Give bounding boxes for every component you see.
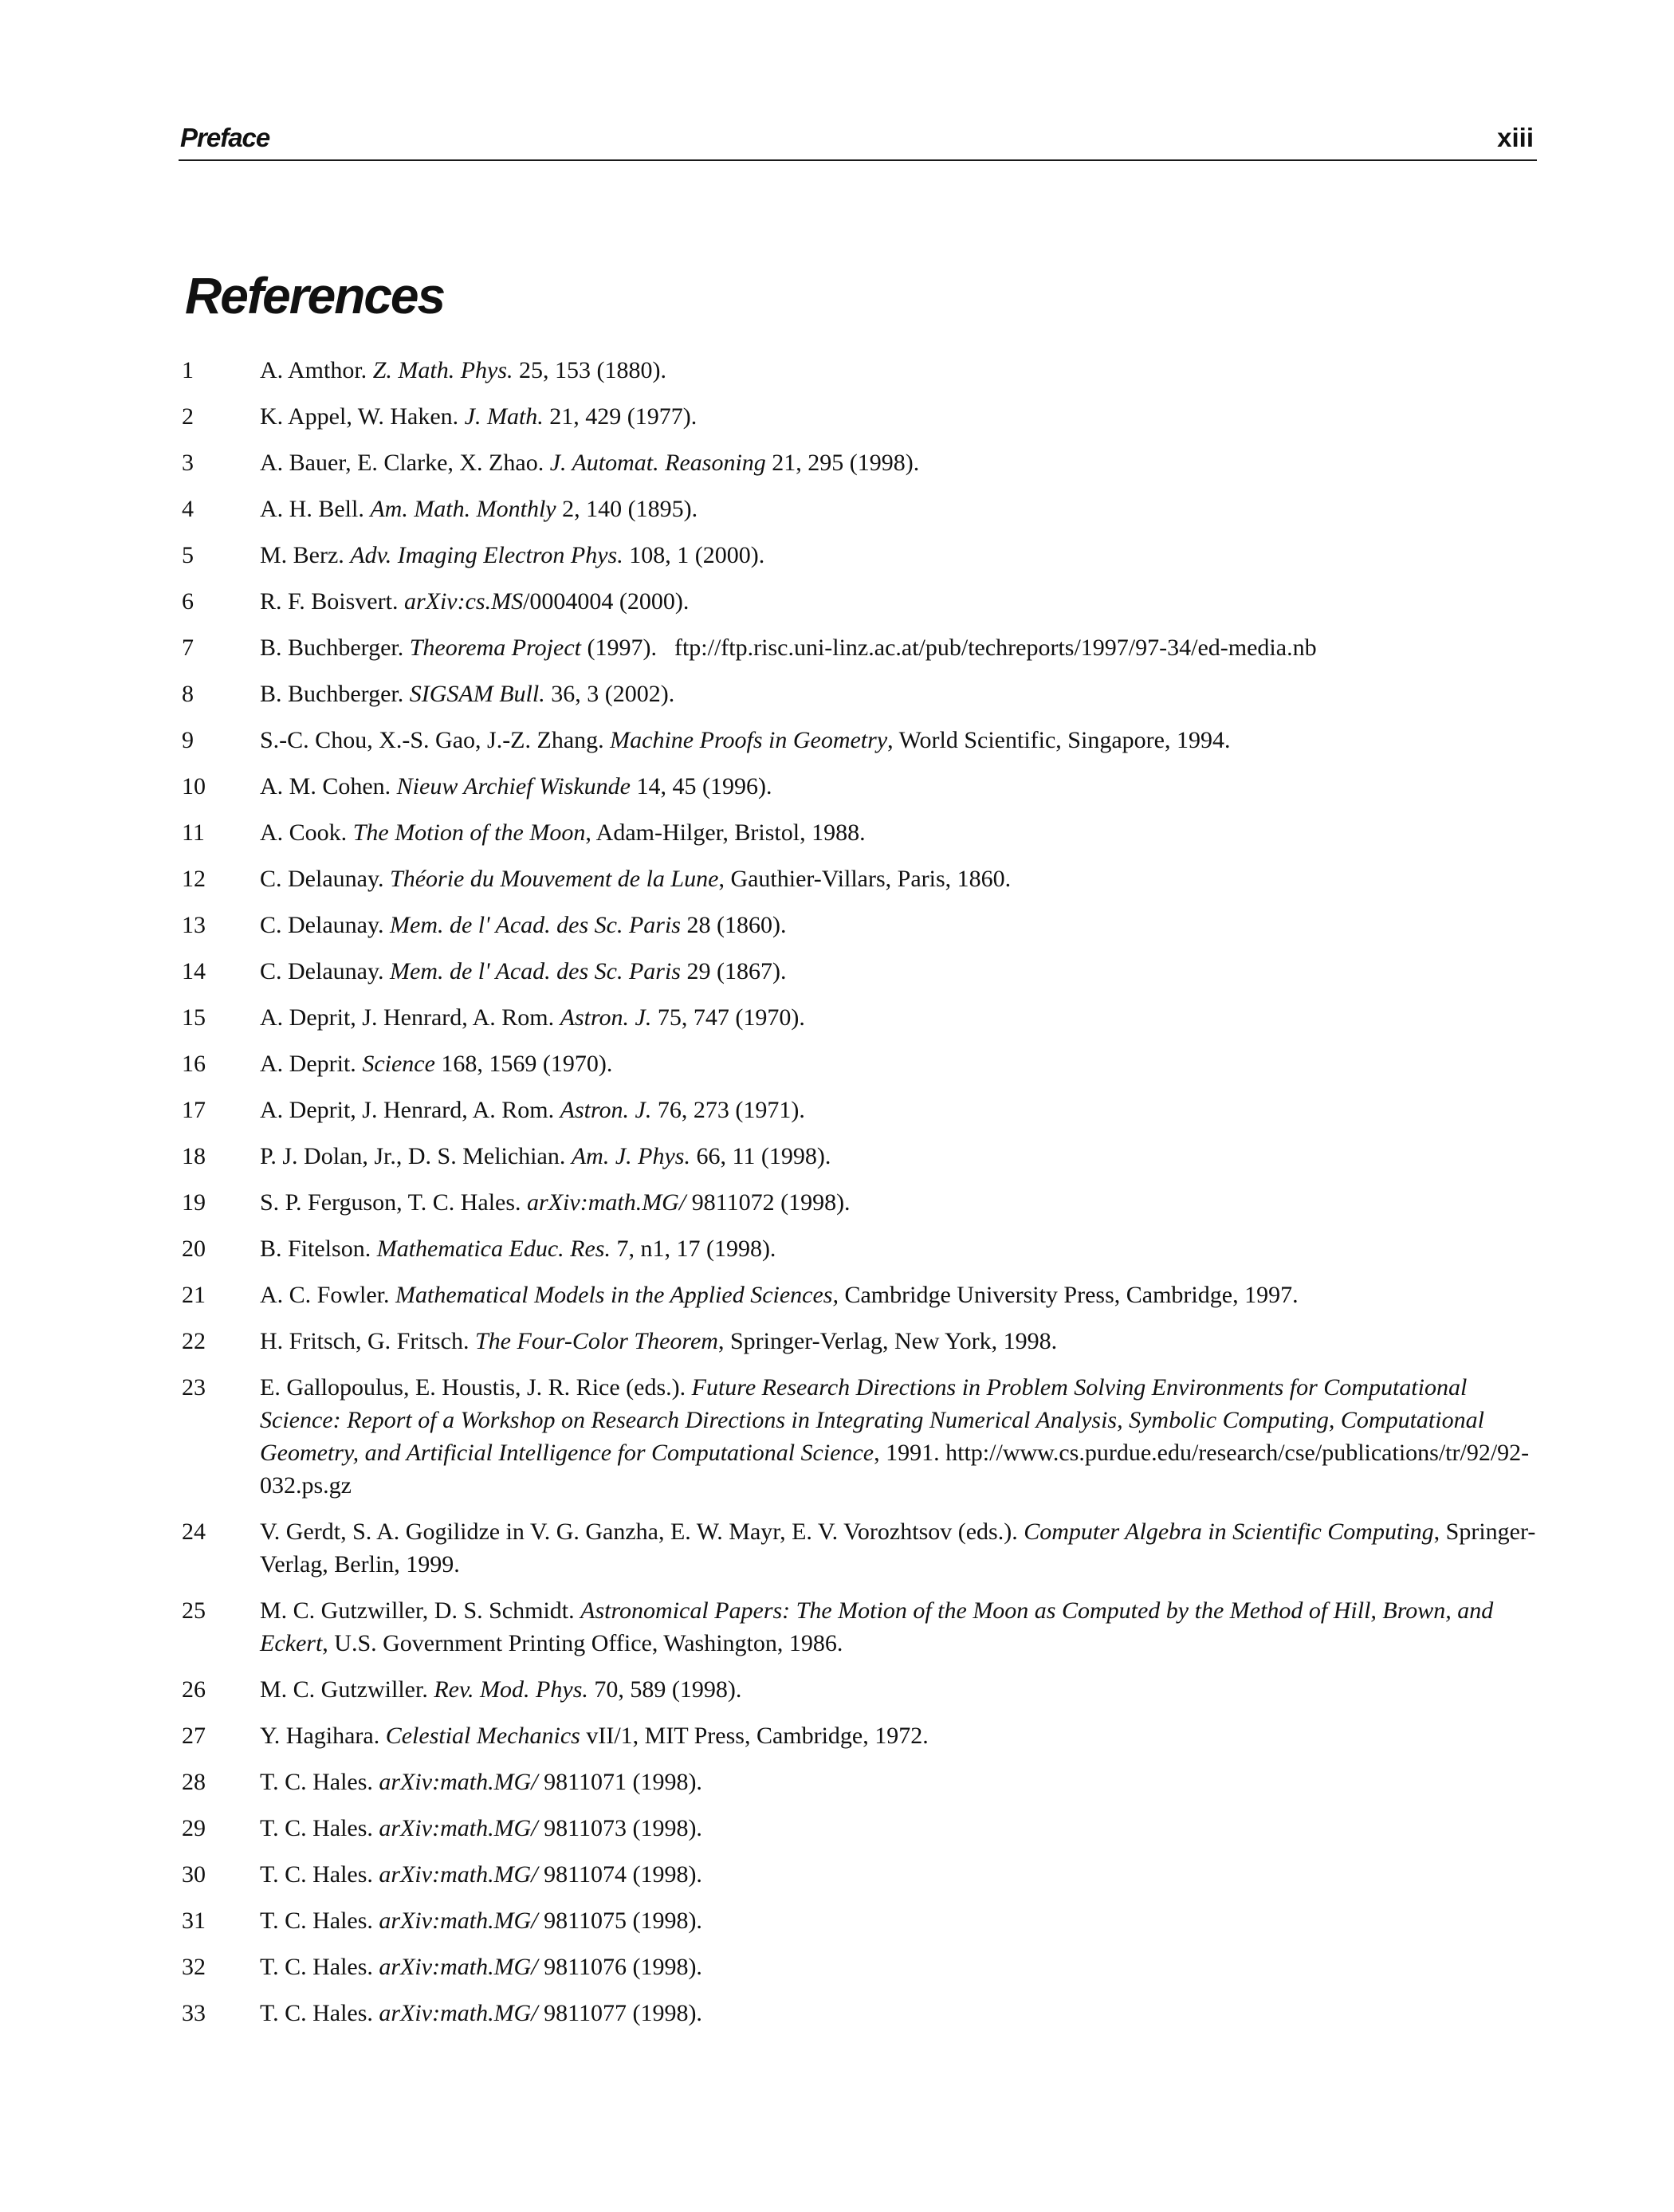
reference-text: [260, 955, 1537, 988]
reference-detail: 9811071 (1998).: [537, 1769, 702, 1795]
reference-text: [260, 539, 1537, 572]
reference-title: Theorema Project: [409, 635, 581, 661]
reference-number: 14: [182, 958, 206, 984]
reference-number: 15: [182, 1004, 206, 1031]
reference-number: 13: [182, 912, 206, 938]
reference-detail: 9811076 (1998).: [537, 1954, 702, 1980]
reference-number: 30: [182, 1861, 206, 1888]
reference-number: 18: [182, 1143, 206, 1169]
reference-detail: A. Cook.: [260, 819, 353, 846]
reference-text: [260, 1001, 1537, 1034]
reference-title: Astronomical Papers: The Motion of the Moon as Computed by the Method of Hill, Brown, and Eckert: [260, 1597, 1494, 1656]
reference-detail: A. Deprit, J. Henrard, A. Rom.: [260, 1004, 560, 1031]
reference-url: ftp://ftp.risc.uni-linz.ac.at/pub/techreports/1997/97-34/ed-media.nb: [674, 635, 1317, 661]
reference-detail: Y. Hagihara.: [260, 1723, 386, 1749]
reference-title: arXiv:math.MG/: [379, 1954, 538, 1980]
reference-title: Astron. J.: [560, 1004, 652, 1031]
reference-number: 24: [182, 1519, 206, 1545]
reference-title: Machine Proofs in Geometry: [610, 727, 888, 753]
reference-detail: , Adam-Hilger, Bristol, 1988.: [585, 819, 866, 846]
reference-detail: 76, 273 (1971).: [651, 1097, 805, 1123]
reference-text: [260, 1858, 1537, 1891]
reference-item: [182, 724, 1537, 756]
reference-text: [260, 446, 1537, 479]
reference-item: [182, 1719, 1537, 1752]
reference-number: 20: [182, 1236, 206, 1262]
reference-number: 9: [182, 727, 194, 753]
reference-text: [260, 631, 1537, 664]
reference-item: [182, 585, 1537, 618]
reference-text: [260, 909, 1537, 941]
reference-item: [182, 1232, 1537, 1265]
reference-title: Adv. Imaging Electron Phys.: [350, 542, 623, 568]
reference-detail: M. Berz.: [260, 542, 351, 568]
reference-number: 2: [182, 403, 194, 430]
reference-title: Théorie du Mouvement de la Lune: [390, 866, 719, 892]
reference-text: [260, 1515, 1537, 1581]
reference-number: 3: [182, 450, 194, 476]
reference-detail: T. C. Hales.: [260, 1769, 379, 1795]
reference-detail: T. C. Hales.: [260, 2000, 379, 2026]
reference-detail: M. C. Gutzwiller.: [260, 1676, 434, 1703]
reference-detail: 9811072 (1998).: [686, 1189, 851, 1216]
reference-number: 29: [182, 1815, 206, 1841]
reference-item: [182, 1279, 1537, 1311]
reference-item: [182, 955, 1537, 988]
reference-title: arXiv:math.MG/: [379, 1861, 538, 1888]
reference-detail: C. Delaunay.: [260, 866, 391, 892]
reference-title: Celestial Mechanics: [385, 1723, 580, 1749]
reference-detail: B. Buchberger.: [260, 681, 410, 707]
reference-text: [260, 493, 1537, 525]
reference-detail: 9811075 (1998).: [537, 1908, 702, 1934]
reference-detail: , Gauthier-Villars, Paris, 1860.: [718, 866, 1012, 892]
reference-item: [182, 1047, 1537, 1080]
reference-number: 33: [182, 2000, 206, 2026]
reference-item: [182, 909, 1537, 941]
running-head: Preface: [180, 123, 270, 152]
reference-title: Mem. de l' Acad. des Sc. Paris: [390, 958, 681, 984]
reference-detail: H. Fritsch, G. Fritsch.: [260, 1328, 475, 1354]
reference-detail: T. C. Hales.: [260, 1954, 379, 1980]
reference-item: [182, 1904, 1537, 1937]
reference-text: [260, 1232, 1537, 1265]
reference-detail: 9811077 (1998).: [537, 2000, 702, 2026]
reference-title: SIGSAM Bull.: [409, 681, 545, 707]
reference-item: [182, 770, 1537, 803]
reference-detail: A. Bauer, E. Clarke, X. Zhao.: [260, 450, 550, 476]
reference-text: [260, 1371, 1537, 1502]
page-number: xiii: [1497, 123, 1534, 152]
reference-item: [182, 493, 1537, 525]
reference-item: [182, 1997, 1537, 2029]
reference-text: [260, 1279, 1537, 1311]
reference-detail: A. C. Fowler.: [260, 1282, 396, 1308]
reference-item: [182, 631, 1537, 664]
section-title: References: [185, 267, 445, 324]
reference-text: [260, 1673, 1537, 1706]
reference-item: [182, 1673, 1537, 1706]
reference-title: Mem. de l' Acad. des Sc. Paris: [390, 912, 681, 938]
reference-title: J. Automat. Reasoning: [549, 450, 766, 476]
reference-item: [182, 1094, 1537, 1126]
reference-detail: /0004004 (2000).: [523, 588, 690, 615]
reference-detail: 29 (1867).: [680, 958, 787, 984]
reference-detail: 7, n1, 17 (1998).: [610, 1236, 776, 1262]
reference-number: 8: [182, 681, 194, 707]
reference-title: arXiv:math.MG/: [527, 1189, 686, 1216]
reference-text: [260, 678, 1537, 710]
reference-title: Mathematical Models in the Applied Sciences,: [395, 1282, 839, 1308]
reference-text: [260, 354, 1537, 387]
reference-detail: B. Buchberger.: [260, 635, 410, 661]
reference-item: [182, 816, 1537, 849]
reference-detail: , 1991. http://www.cs.purdue.edu/research/cse/publications/tr/92/92-032.ps.gz: [260, 1440, 1530, 1499]
reference-text: [260, 585, 1537, 618]
reference-text: [260, 1812, 1537, 1845]
reference-item: [182, 1140, 1537, 1173]
reference-title: Z. Math. Phys.: [372, 357, 513, 383]
reference-text: [260, 400, 1537, 433]
reference-detail: , World Scientific, Singapore, 1994.: [887, 727, 1231, 753]
reference-number: 26: [182, 1676, 206, 1703]
reference-title: Future Research Directions in Problem Solving Environments for Computational Science: Report of a Workshop on Research Directions in Integrating Numerical Analysis, Symbolic Computing, Computational Geometry, and Artificial Intelligence for Computational Science: [260, 1374, 1484, 1466]
reference-detail: 21, 295 (1998).: [765, 450, 920, 476]
reference-title: Am. J. Phys.: [571, 1143, 690, 1169]
reference-text: [260, 1997, 1537, 2029]
reference-detail: T. C. Hales.: [260, 1908, 379, 1934]
reference-item: [182, 1812, 1537, 1845]
reference-text: [260, 1094, 1537, 1126]
reference-number: 5: [182, 542, 194, 568]
reference-text: [260, 1140, 1537, 1173]
reference-number: 7: [182, 635, 194, 661]
reference-item: [182, 1186, 1537, 1219]
reference-detail: B. Fitelson.: [260, 1236, 377, 1262]
reference-detail: 25, 153 (1880).: [513, 357, 666, 383]
reference-number: 19: [182, 1189, 206, 1216]
reference-item: [182, 1594, 1537, 1660]
reference-title: Nieuw Archief Wiskunde: [396, 773, 631, 800]
reference-text: [260, 862, 1537, 895]
reference-item: [182, 446, 1537, 479]
reference-list: [182, 354, 1537, 2043]
reference-item: [182, 1951, 1537, 1983]
reference-number: 4: [182, 496, 194, 522]
reference-detail: Cambridge University Press, Cambridge, 1997.: [838, 1282, 1299, 1308]
reference-detail: 9811073 (1998).: [537, 1815, 702, 1841]
reference-title: J. Math.: [464, 403, 544, 430]
reference-text: [260, 1904, 1537, 1937]
reference-number: 21: [182, 1282, 206, 1308]
reference-title: arXiv:math.MG/: [379, 1908, 538, 1934]
reference-detail: A. Deprit.: [260, 1051, 363, 1077]
reference-detail: M. C. Gutzwiller, D. S. Schmidt.: [260, 1597, 581, 1624]
reference-detail: A. Deprit, J. Henrard, A. Rom.: [260, 1097, 560, 1123]
reference-item: [182, 354, 1537, 387]
reference-detail: V. Gerdt, S. A. Gogilidze in V. G. Ganzha, E. W. Mayr, E. V. Vorozhtsov (eds.).: [260, 1519, 1024, 1545]
reference-number: 11: [182, 819, 205, 846]
reference-detail: 168, 1569 (1970).: [434, 1051, 613, 1077]
reference-detail: , Springer-Verlag, New York, 1998.: [717, 1328, 1058, 1354]
reference-item: [182, 1001, 1537, 1034]
reference-item: [182, 1515, 1537, 1581]
reference-title: Rev. Mod. Phys.: [434, 1676, 588, 1703]
reference-number: 27: [182, 1723, 206, 1749]
reference-item: [182, 539, 1537, 572]
reference-detail: vII/1, MIT Press, Cambridge, 1972.: [580, 1723, 929, 1749]
reference-detail: 70, 589 (1998).: [587, 1676, 742, 1703]
reference-detail: 75, 747 (1970).: [651, 1004, 805, 1031]
reference-detail: 14, 45 (1996).: [630, 773, 772, 800]
reference-title: arXiv:math.MG/: [379, 1769, 538, 1795]
reference-text: [260, 1951, 1537, 1983]
page-header: [179, 118, 1537, 161]
reference-detail: 108, 1 (2000).: [623, 542, 765, 568]
reference-detail: (1997).: [580, 635, 657, 661]
reference-detail: 28 (1860).: [680, 912, 787, 938]
reference-item: [182, 1858, 1537, 1891]
reference-detail: T. C. Hales.: [260, 1861, 379, 1888]
reference-item: [182, 400, 1537, 433]
reference-item: [182, 862, 1537, 895]
reference-detail: 36, 3 (2002).: [544, 681, 675, 707]
reference-detail: 9811074 (1998).: [537, 1861, 702, 1888]
reference-number: 25: [182, 1597, 206, 1624]
reference-text: [260, 1719, 1537, 1752]
reference-title: The Four-Color Theorem: [475, 1328, 718, 1354]
reference-title: The Motion of the Moon: [352, 819, 586, 846]
reference-number: 16: [182, 1051, 206, 1077]
reference-detail: E. Gallopoulus, E. Houstis, J. R. Rice (eds.).: [260, 1374, 692, 1401]
reference-detail: C. Delaunay.: [260, 958, 391, 984]
reference-number: 31: [182, 1908, 206, 1934]
reference-number: 23: [182, 1374, 206, 1401]
reference-detail: R. F. Boisvert.: [260, 588, 404, 615]
reference-title: Computer Algebra in Scientific Computing: [1024, 1519, 1434, 1545]
reference-item: [182, 1766, 1537, 1798]
reference-detail: S. P. Ferguson, T. C. Hales.: [260, 1189, 528, 1216]
reference-detail: K. Appel, W. Haken.: [260, 403, 465, 430]
reference-detail: A. H. Bell.: [260, 496, 371, 522]
reference-item: [182, 1371, 1537, 1502]
reference-title: Mathematica Educ. Res.: [376, 1236, 611, 1262]
reference-detail: S.-C. Chou, X.-S. Gao, J.-Z. Zhang.: [260, 727, 611, 753]
reference-detail: , U.S. Government Printing Office, Washington, 1986.: [322, 1630, 843, 1656]
reference-title: Science: [362, 1051, 435, 1077]
reference-number: 32: [182, 1954, 206, 1980]
reference-number: 6: [182, 588, 194, 615]
reference-item: [182, 678, 1537, 710]
reference-title: Am. Math. Monthly: [370, 496, 556, 522]
reference-detail: , Springer-Verlag, Berlin, 1999.: [260, 1519, 1536, 1577]
reference-text: [260, 816, 1537, 849]
reference-detail: 66, 11 (1998).: [690, 1143, 831, 1169]
reference-detail: 2, 140 (1895).: [556, 496, 698, 522]
reference-detail: T. C. Hales.: [260, 1815, 379, 1841]
reference-text: [260, 1325, 1537, 1357]
reference-text: [260, 724, 1537, 756]
reference-title: arXiv:math.MG/: [379, 1815, 538, 1841]
reference-detail: C. Delaunay.: [260, 912, 391, 938]
reference-detail: A. Amthor.: [260, 357, 373, 383]
reference-text: [260, 1594, 1537, 1660]
reference-item: [182, 1325, 1537, 1357]
reference-number: 28: [182, 1769, 206, 1795]
reference-number: 10: [182, 773, 206, 800]
reference-title: Astron. J.: [560, 1097, 652, 1123]
reference-text: [260, 770, 1537, 803]
reference-detail: A. M. Cohen.: [260, 773, 397, 800]
reference-number: 12: [182, 866, 206, 892]
reference-text: [260, 1047, 1537, 1080]
reference-number: 17: [182, 1097, 206, 1123]
reference-text: [260, 1186, 1537, 1219]
reference-title: arXiv:math.MG/: [379, 2000, 538, 2026]
reference-detail: P. J. Dolan, Jr., D. S. Melichian.: [260, 1143, 572, 1169]
reference-number: 22: [182, 1328, 206, 1354]
reference-number: 1: [182, 357, 194, 383]
reference-title: arXiv:cs.MS: [403, 588, 524, 615]
reference-detail: 21, 429 (1977).: [543, 403, 698, 430]
reference-text: [260, 1766, 1537, 1798]
